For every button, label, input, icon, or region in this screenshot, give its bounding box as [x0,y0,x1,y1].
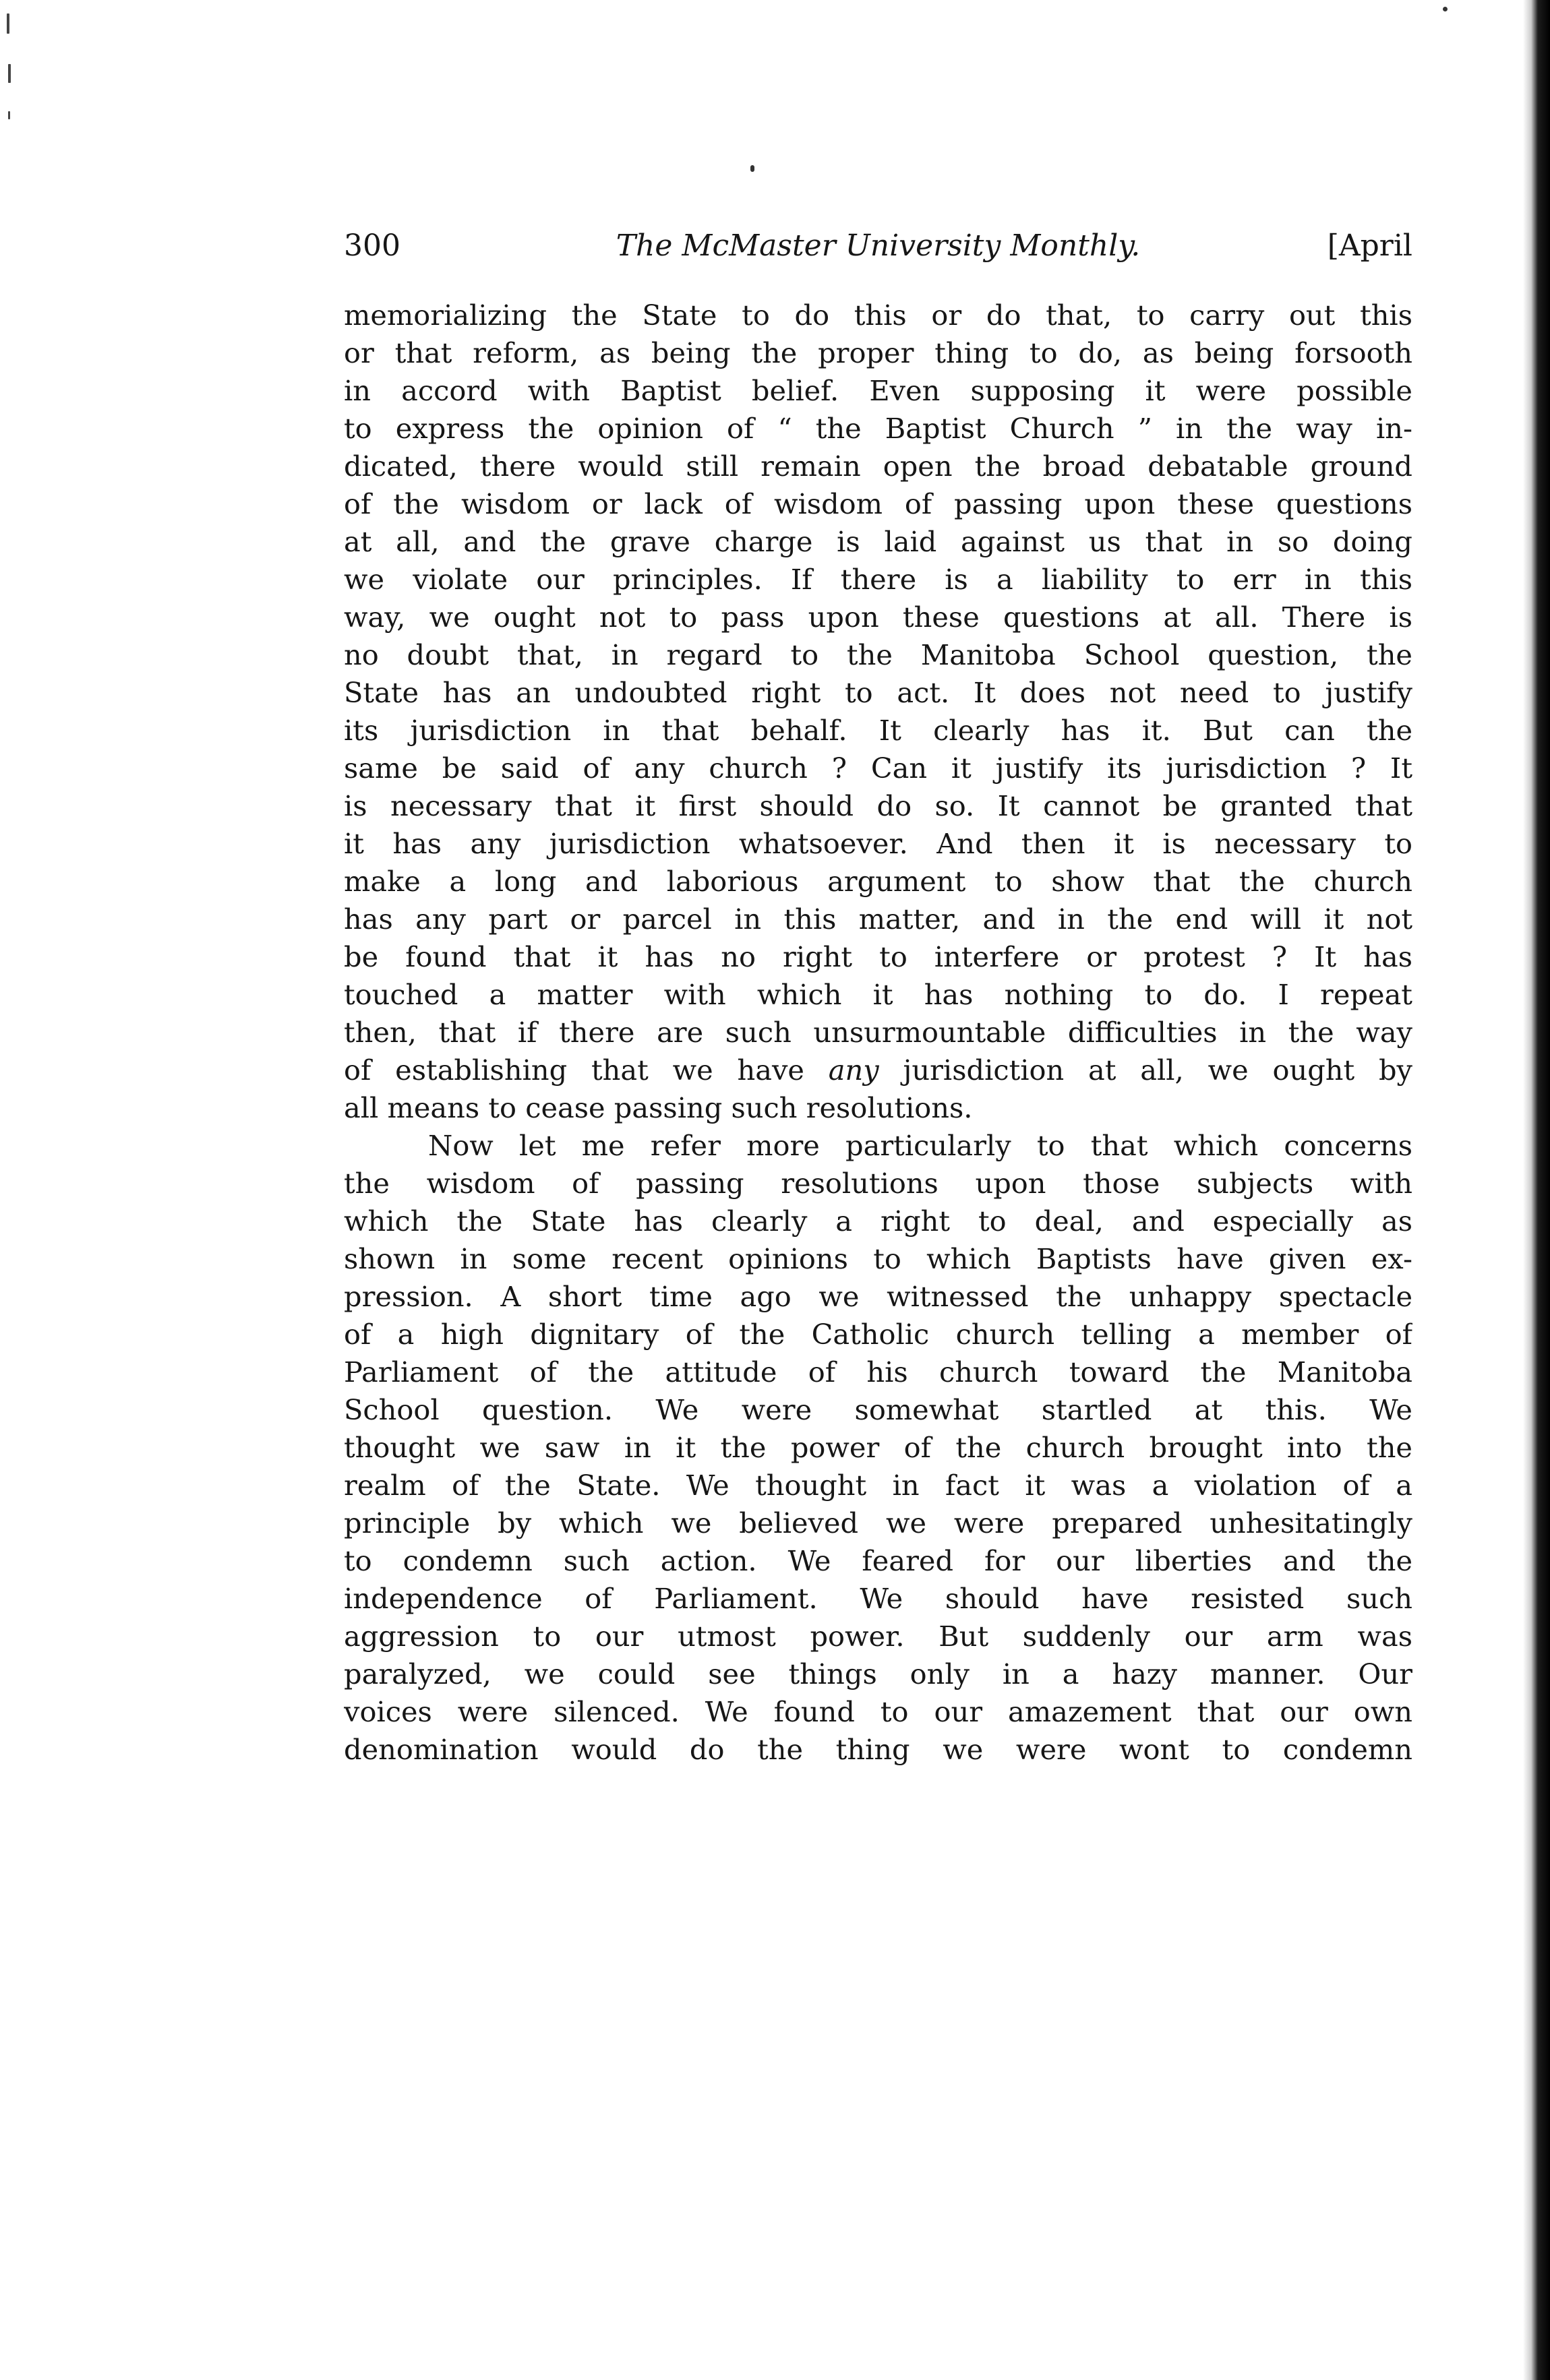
text-line: thought we saw in it the power of the church brought into the [344,1431,1412,1464]
text-line: of a high dignitary of the Catholic church telling a member of [344,1318,1412,1351]
text-line: of establishing that we have any jurisdiction at all, we ought by [344,1054,1412,1087]
text-line: it has any jurisdiction whatsoever. And then it is necessary to [344,827,1412,860]
text-line: way, we ought not to pass upon these questions at all. There is [344,601,1412,634]
paragraph [344,1127,1412,1769]
text-line: School question. We were somewhat startled at this. We [344,1393,1412,1426]
ink-speck [750,165,754,172]
text-line: is necessary that it first should do so. It cannot be granted that [344,789,1412,822]
text-line: all means to cease passing such resolutions. [344,1091,973,1124]
ink-speck [8,111,10,119]
text-line: the wisdom of passing resolutions upon those subjects with [344,1167,1412,1200]
text-line: State has an undoubted right to act. It does not need to justify [344,676,1412,709]
text-line: we violate our principles. If there is a liability to err in this [344,563,1412,596]
text-line: which the State has clearly a right to deal, and especially as [344,1204,1412,1238]
article-body [344,297,1412,1769]
emphasis: any [828,1054,879,1087]
text-line: paralyzed, we could see things only in a hazy manner. Our [344,1657,1412,1690]
ink-speck [8,64,11,83]
text-line: Now let me refer more particularly to that which concerns [428,1129,1412,1162]
paragraph [344,297,1412,1127]
text-line: be found that it has no right to interfere or protest ? It has [344,940,1412,973]
text-line: memorializing the State to do this or do that, to carry out this [344,299,1412,332]
text-line: same be said of any church ? Can it justify its jurisdiction ? It [344,752,1412,785]
text-line: no doubt that, in regard to the Manitoba School question, the [344,638,1412,671]
text-line: voices were silenced. We found to our amazement that our own [344,1695,1412,1728]
text-line: to express the opinion of “ the Baptist Church ” in the way in- [344,412,1412,445]
issue-month: [April [1327,228,1412,263]
text-line: shown in some recent opinions to which Baptists have given ex- [344,1242,1412,1275]
text-line: denomination would do the thing we were wont to condemn [344,1733,1412,1766]
text-line: make a long and laborious argument to show that the church [344,865,1412,898]
text-line: of the wisdom or lack of wisdom of passing upon these questions [344,487,1412,520]
text-line: independence of Parliament. We should have resisted such [344,1582,1412,1615]
text-line: in accord with Baptist belief. Even supposing it were possible [344,374,1412,407]
text-line: at all, and the grave charge is laid against us that in so doing [344,525,1412,558]
text-line: its jurisdiction in that behalf. It clearly has it. But can the [344,714,1412,747]
running-header [344,222,1412,270]
ink-speck [1443,7,1448,11]
text-line: touched a matter with which it has nothing to do. I repeat [344,978,1412,1011]
page-edge-shadow [1523,0,1550,2380]
text-line: has any part or parcel in this matter, and in the end will it not [344,903,1412,936]
text-line: to condemn such action. We feared for our liberties and the [344,1544,1412,1577]
text-line: realm of the State. We thought in fact it was a violation of a [344,1469,1412,1502]
page-number: 300 [344,228,400,263]
text-line: Parliament of the attitude of his church toward the Manitoba [344,1355,1412,1389]
text-line: then, that if there are such unsurmountable difficulties in the way [344,1016,1412,1049]
text-line: pression. A short time ago we witnessed the unhappy spectacle [344,1280,1412,1313]
text-line: aggression to our utmost power. But suddenly our arm was [344,1620,1412,1653]
text-line: or that reform, as being the proper thing to do, as being forsooth [344,336,1412,369]
running-title: The McMaster University Monthly. [616,228,1141,263]
text-line: principle by which we believed we were prepared unhesitatingly [344,1506,1412,1539]
ink-speck [7,13,9,34]
text-line: dicated, there would still remain open the broad debatable ground [344,450,1412,483]
